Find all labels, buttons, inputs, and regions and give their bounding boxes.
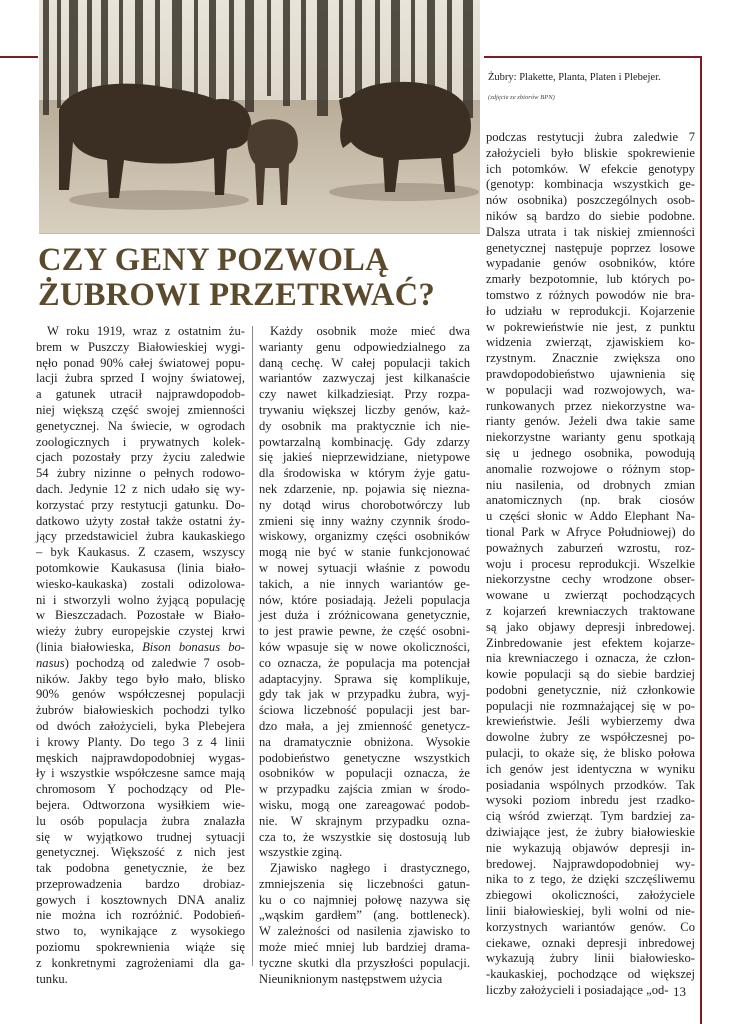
text-line: (genotyp: kombinacja wszystkich ge- xyxy=(486,177,695,192)
text-line: ło udziału w reprodukcji. Kojarzenie xyxy=(486,303,695,318)
text-line: posiadania wspólnych przodków. Tak xyxy=(486,777,695,792)
text-line: genetycznej. Na świecie, w ogrodach xyxy=(36,418,245,433)
caption-source: (zdjęcie ze zbiorów BPN) xyxy=(488,94,555,101)
text-line: krewieństwie. Jeśli wybierzemy dwa xyxy=(486,714,695,729)
text-line: wiskowy, organizmy części osobników xyxy=(259,529,470,544)
text-line: osobników w populacji oznacza, że xyxy=(259,766,470,781)
text-line: adaptacyjny. Sprawa się komplikuje, xyxy=(259,671,470,686)
text-line: anatomicznych (np. brak ciosów xyxy=(486,493,695,508)
text-line: nie. W skrajnym przypadku ozna- xyxy=(259,813,470,828)
text-line: nów, które posiadają. Jeżeli populacja xyxy=(259,592,470,607)
text-line: dowolne żubry ze współczesnej po- xyxy=(486,730,695,745)
text-line: „wąskim gardłem” (ang. bottleneck). xyxy=(259,908,470,923)
text-line: ku o co najmniej połowę nazywa się xyxy=(259,892,470,907)
text-line: Zinbredowanie jest efektem kojarze- xyxy=(486,635,695,650)
text-line: lu osób populacja żubra znalazła xyxy=(36,813,245,828)
text-line: wykazują żubry linii białowiesko- xyxy=(486,951,695,966)
text-line: żubrów białowieskich pochodzi tylko xyxy=(36,703,245,718)
title-line-1: CZY GENY POZWOLĄ xyxy=(38,242,389,278)
text-line: są jako objawy depresji inbredowej. xyxy=(486,619,695,634)
text-line: tional Park w Afryce Południowej) do xyxy=(486,524,695,539)
text-line: nia krewniaczego i oznacza, że człon- xyxy=(486,651,695,666)
page-number: 13 xyxy=(673,984,686,999)
title-line-2: ŻUBROWI PRZETRWAĆ? xyxy=(38,277,436,313)
text-line: takich, a nie innych wariantów ge- xyxy=(259,576,470,591)
text-line: Nieuniknionym następstwem użycia xyxy=(259,971,443,986)
text-line: podobieństwo genetyczne wszystkich xyxy=(259,750,470,765)
text-line: daną cechę. W całej populacji takich xyxy=(259,355,470,370)
text-line: niej większą część swojej zmienności xyxy=(36,402,245,417)
text-line: cią wśród zwierząt. Tym bardziej za- xyxy=(486,809,695,824)
text-line: lacji żubra sprzed I wojny światowej, xyxy=(36,371,245,386)
text-line: nów osobnika) poszczególnych osob- xyxy=(486,193,695,208)
text-line: ny dotąd wirus chorobotwórczy lub xyxy=(259,497,470,512)
text-line: zmniejszenia się liczebności gatun- xyxy=(259,876,470,891)
text-line: z kojarzeń krewniaczych traktowane xyxy=(486,603,695,618)
text-line: gdy tak jak w przypadku żubra, wyj- xyxy=(259,687,470,702)
text-line: dla środowiska w którym żyje gatu- xyxy=(259,466,470,481)
text-line: bredowej. Najprawdopodobniej wy- xyxy=(486,856,695,871)
text-line: tyczne skutki dla przyszłości populacji. xyxy=(259,955,470,970)
text-line: w pokrewieństwie nie jest, z punktu xyxy=(486,319,695,334)
text-line: – byk Kaukasus. Z czasem, wszyscy xyxy=(36,545,245,560)
text-line: tak podobna genetycznie, że bez xyxy=(36,861,245,876)
text-line: nie można ich rozróżnić. Podobień- xyxy=(36,908,245,923)
text-line: warianty genu odpowiedzialnego za xyxy=(259,339,470,354)
text-line: ściowa liczebność populacji jest bar- xyxy=(259,703,470,718)
text-line: cjach pozostały przy życiu zaledwie xyxy=(36,450,245,465)
text-line: liczby założycieli i posiadające „od- xyxy=(486,983,669,998)
text-line: pulacji, to okaże się, że blisko połowa xyxy=(486,746,695,761)
text-line: może mieć mniej lub bardziej drama- xyxy=(259,940,470,955)
text-column-2 xyxy=(259,324,470,987)
text-line: niekorzystne warianty genu spotkają xyxy=(486,430,695,445)
text-line: wypadanie genów osobników, które xyxy=(486,256,695,271)
text-line: męskich najprawdopodobniej wygas- xyxy=(36,750,245,765)
text-line: co oznacza, że populacja ma potencjał xyxy=(259,655,470,670)
text-line: ni i stworzyli wolno żyjącą populację xyxy=(36,592,245,607)
text-line: zbiegowi okoliczności, założyciele xyxy=(486,888,695,903)
text-line: populacji nie rozmnażającej się w po- xyxy=(486,698,695,713)
text-line: genetycznej. Większość z nich jest xyxy=(36,845,245,860)
text-line: ciekawe, oznaki depresji inbredowej xyxy=(486,935,695,950)
text-line: jący przedstawiciel żubra kaukaskiego xyxy=(36,529,245,544)
text-line: założycieli było bliskie spokrewienie xyxy=(486,145,695,160)
text-line: dy osobnik ma praktycznie ich nie- xyxy=(259,418,470,433)
text-line: ków wpasuje się w nowe okoliczności, xyxy=(259,639,470,654)
text-line: gowych i kosztownych DNA analiz xyxy=(36,892,245,907)
text-line: w przypadku zajścia zmian w środo- xyxy=(259,782,470,797)
text-line: ników. Jakby tego było mało, blisko xyxy=(36,671,245,686)
text-line: z konkretnymi zagrożeniami dla ga- xyxy=(36,955,245,970)
text-line: potomkowie Kaukasusa (linia biało- xyxy=(36,560,245,575)
text-line: ich potomków. W efekcie genotypy xyxy=(486,161,695,176)
text-line: zmarły bezpotomnie, lub których po- xyxy=(486,272,695,287)
text-line: ich genów jest identyczna w wyniku xyxy=(486,761,695,776)
text-line: woju i procesu reprodukcji. Wszelkie xyxy=(486,556,695,571)
text-line: tomstwo z różnych powodów nie bra- xyxy=(486,287,695,302)
text-line: dzo mała, a jej zmienność genetycz- xyxy=(259,718,470,733)
text-line: dach. Jedynie 12 z nich udało się wy- xyxy=(36,481,245,496)
text-line: a gatunek utracił najprawdopodob- xyxy=(36,387,245,402)
text-line: trywaniu większej liczby genów, każ- xyxy=(259,402,470,417)
text-line: niekorzystne cechy wrodzone obser- xyxy=(486,572,695,587)
text-line: w nowej sytuacji właśnie z powodu xyxy=(259,560,470,575)
text-column-1 xyxy=(36,324,245,987)
text-line: tunku. xyxy=(36,971,68,986)
text-line: od dwóch założycieli, byka Plebejera xyxy=(36,718,245,733)
column-divider xyxy=(252,326,253,966)
accent-rule-left xyxy=(0,56,38,58)
text-line: powtarzalną kombinację. Gdy zdarzy xyxy=(259,434,470,449)
text-line: nęło ponad 90% całej światowej popu- xyxy=(36,355,245,370)
text-line: Zjawisko nagłego i drastycznego, xyxy=(270,861,470,876)
text-line: się u jednego osobnika, powodują xyxy=(486,445,695,460)
text-line: ników są bardzo do siebie podobne. xyxy=(486,208,695,223)
text-line: Każdy osobnik może mieć dwa xyxy=(270,324,470,338)
text-line: zoologicznych i prywatnych kolek- xyxy=(36,434,245,449)
text-line: poważnych zaburzeń wzrostu, roz- xyxy=(486,540,695,555)
text-line: kowie populacji są do siebie bardziej xyxy=(486,667,695,682)
text-line: na dramatycznie obniżona. Wysokie xyxy=(259,734,470,749)
text-line: datkowo użyty został także ostatni ży- xyxy=(36,513,245,528)
text-line: wysoki poziom inbredu jest rzadko- xyxy=(486,793,695,808)
text-line: wieży żubry europejskie czystej krwi xyxy=(36,624,245,639)
text-line: przeprowadzenia bardzo drobiaz- xyxy=(36,876,245,891)
text-line: rianty genów. Jeżeli dwa takie same xyxy=(486,414,695,429)
accent-rule-vertical xyxy=(700,56,702,1024)
text-line: chromosom Y pochodzący od Ple- xyxy=(36,782,245,797)
text-line: bejera. Odtworzona wysiłkiem wie- xyxy=(36,797,245,812)
text-line: cza to, że wszystkie się dostosują lub xyxy=(259,829,470,844)
text-line: 54 żubry nizinne o pełnych rodowo- xyxy=(36,466,245,481)
text-line: się jakieś nieprzewidziane, nietypowe xyxy=(259,450,470,465)
text-line: zmieni się inny ważny czynnik środo- xyxy=(259,513,470,528)
text-line: Dalsza utrata i tak niskiej zmienności xyxy=(486,224,695,239)
text-line: korzystać przy restytucji gatunku. Do- xyxy=(36,497,245,512)
text-line: nika to z tego, że dzięki szczęśliwemu xyxy=(486,872,695,887)
text-line: prawdopodobieństwo ujawnienia się xyxy=(486,366,695,381)
accent-rule-right xyxy=(484,56,700,58)
text-line: dziwiające jest, że żubry białowieskie xyxy=(486,825,695,840)
bison-photo-icon xyxy=(39,0,480,233)
text-line: -kaukaskiej, pochodzące od większej xyxy=(486,967,695,982)
text-line: w Bieszczadach. Pozostałe w Biało- xyxy=(36,608,245,623)
text-line: (linia białowieska, Bison bonasus bo- xyxy=(36,639,245,654)
text-line: brem w Puszczy Białowieskiej wygi- xyxy=(36,339,245,354)
article-title xyxy=(38,243,478,313)
text-line: się w wyjątkowo trudnej sytuacji xyxy=(36,829,245,844)
text-line: jest duża i zróżnicowana genetycznie, xyxy=(259,608,470,623)
text-line: runkowanych przez niekorzystne wa- xyxy=(486,398,695,413)
text-line: czy nawet kilkadziesiąt. Przy rozpa- xyxy=(259,387,470,402)
text-line: wisku, mogą one zareagować podob- xyxy=(259,797,470,812)
text-line: niu nasilenia, od drobnych zmian xyxy=(486,477,695,492)
bison-photo xyxy=(39,0,480,234)
text-column-3 xyxy=(486,130,695,999)
text-line: W zależności od nasilenia zjawisko to xyxy=(259,924,470,939)
text-line: wowane u zwierząt pochodzących xyxy=(486,588,695,603)
text-line: podczas restytucji żubra zaledwie 7 xyxy=(486,130,695,144)
text-line: ły i wszystkie współczesne samce mają xyxy=(36,766,245,781)
text-line: wiesko-kaukaska) zostali odizolowa- xyxy=(36,576,245,591)
text-line: nie wykazują objawów depresji in- xyxy=(486,840,695,855)
text-line: linii białowieskiej, byli wolni od nie- xyxy=(486,904,695,919)
text-line: mogą nie być w stanie funkcjonować xyxy=(259,545,470,560)
text-line: u części słonic w Addo Elephant Na- xyxy=(486,509,695,524)
text-line: wariantów zazwyczaj jest kilkanaście xyxy=(259,371,470,386)
text-line: wszystkie zginą. xyxy=(259,845,343,860)
text-line: W roku 1919, wraz z ostatnim żu- xyxy=(47,324,245,338)
text-line: to jest prawie pewne, że część osobni- xyxy=(259,624,470,639)
text-line: 90% genów współczesnej populacji xyxy=(36,687,245,702)
text-line: korzystnych wariantów genów. Co xyxy=(486,919,695,934)
text-line: i krowy Planty. Do tego 3 z 4 linii xyxy=(36,734,245,749)
text-line: nasus) pochodzą od zaledwie 7 osob- xyxy=(36,655,245,670)
text-line: w populacji wad rozwojowych, wa- xyxy=(486,382,695,397)
text-line: rzystnym. Znacznie zwiększa ono xyxy=(486,351,695,366)
text-line: poziomu spokrewnienia wiąże się xyxy=(36,940,245,955)
caption-text: Żubry: Plakette, Planta, Platen i Plebejer. xyxy=(488,72,661,83)
text-line: podobni genetycznie, niż członkowie xyxy=(486,682,695,697)
text-line: stwo to, wynikające z wysokiego xyxy=(36,924,245,939)
text-line: widzenia zwierząt, zjawiskiem ko- xyxy=(486,335,695,350)
text-line: anomalie rozwojowe o różnym stop- xyxy=(486,461,695,476)
text-line: nek zdarzenie, np. pojawia się niezna- xyxy=(259,481,470,496)
text-line: genetycznej następuje poprzez losowe xyxy=(486,240,695,255)
photo-caption xyxy=(484,70,694,110)
